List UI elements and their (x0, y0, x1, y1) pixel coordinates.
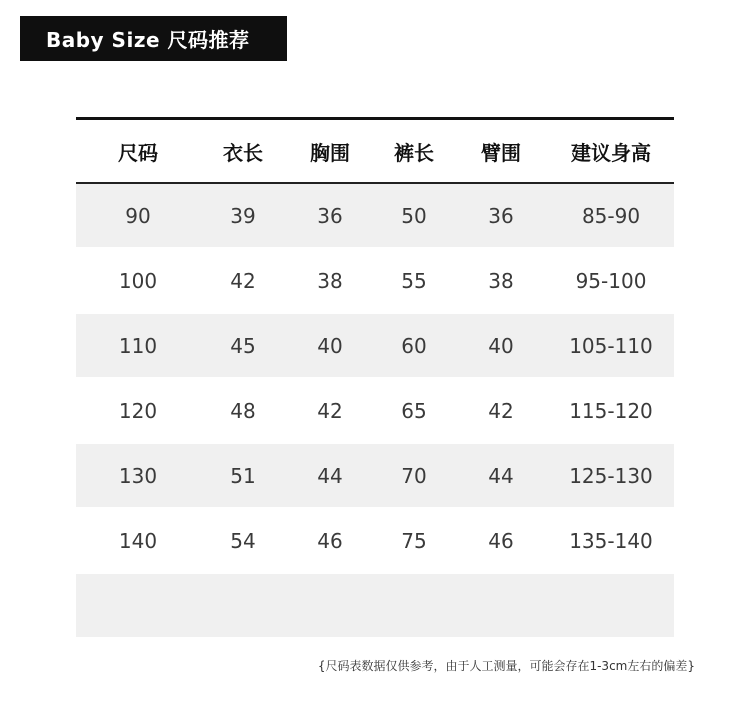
cell-pants-length: 60 (401, 333, 427, 358)
cell-chest: 40 (317, 333, 343, 358)
cell-arm: 46 (488, 528, 514, 553)
cell-chest: 38 (317, 268, 343, 293)
cell-length: 51 (230, 463, 256, 488)
table-row (76, 184, 674, 247)
cell-pants-length: 50 (401, 203, 427, 228)
cell-size: 90 (125, 203, 151, 228)
cell-arm: 36 (488, 203, 514, 228)
table-row (76, 314, 674, 377)
table-row (76, 249, 674, 312)
cell-chest: 46 (317, 528, 343, 553)
header-chest: 胸围 (310, 140, 350, 165)
cell-length: 39 (230, 203, 256, 228)
cell-size: 100 (118, 268, 158, 293)
disclaimer-note: {尺码表数据仅供参考，由于人工测量，可能会存在1-3cm左右的偏差} (317, 659, 695, 673)
cell-pants-length: 70 (401, 463, 427, 488)
cell-size: 140 (118, 528, 158, 553)
cell-chest: 36 (317, 203, 343, 228)
table-header-row (76, 120, 674, 184)
table-row (76, 509, 674, 572)
header-size: 尺码 (118, 140, 158, 165)
size-table (76, 117, 674, 637)
header-length: 衣长 (223, 140, 263, 165)
cell-chest: 42 (317, 398, 343, 423)
table-row (76, 379, 674, 442)
cell-size: 110 (118, 333, 158, 358)
cell-arm: 38 (488, 268, 514, 293)
cell-length: 48 (230, 398, 256, 423)
cell-length: 54 (230, 528, 256, 553)
cell-height: 125-130 (569, 463, 653, 488)
cell-height: 135-140 (569, 528, 653, 553)
cell-height: 95-100 (575, 268, 647, 293)
cell-height: 85-90 (581, 203, 641, 228)
cell-length: 45 (230, 333, 256, 358)
header-pants-length: 裤长 (394, 140, 434, 165)
table-row (76, 574, 674, 637)
cell-pants-length: 75 (401, 528, 427, 553)
title-banner (20, 16, 287, 61)
header-arm: 臂围 (481, 140, 521, 165)
title-text: Baby Size 尺码推荐 (46, 28, 250, 52)
cell-size: 120 (118, 398, 158, 423)
cell-arm: 44 (488, 463, 514, 488)
cell-arm: 40 (488, 333, 514, 358)
table-row (76, 444, 674, 507)
cell-pants-length: 65 (401, 398, 427, 423)
cell-height: 115-120 (569, 398, 653, 423)
cell-chest: 44 (317, 463, 343, 488)
cell-size: 130 (118, 463, 158, 488)
header-height: 建议身高 (571, 140, 651, 165)
cell-arm: 42 (488, 398, 514, 423)
cell-pants-length: 55 (401, 268, 427, 293)
cell-length: 42 (230, 268, 256, 293)
cell-height: 105-110 (569, 333, 653, 358)
